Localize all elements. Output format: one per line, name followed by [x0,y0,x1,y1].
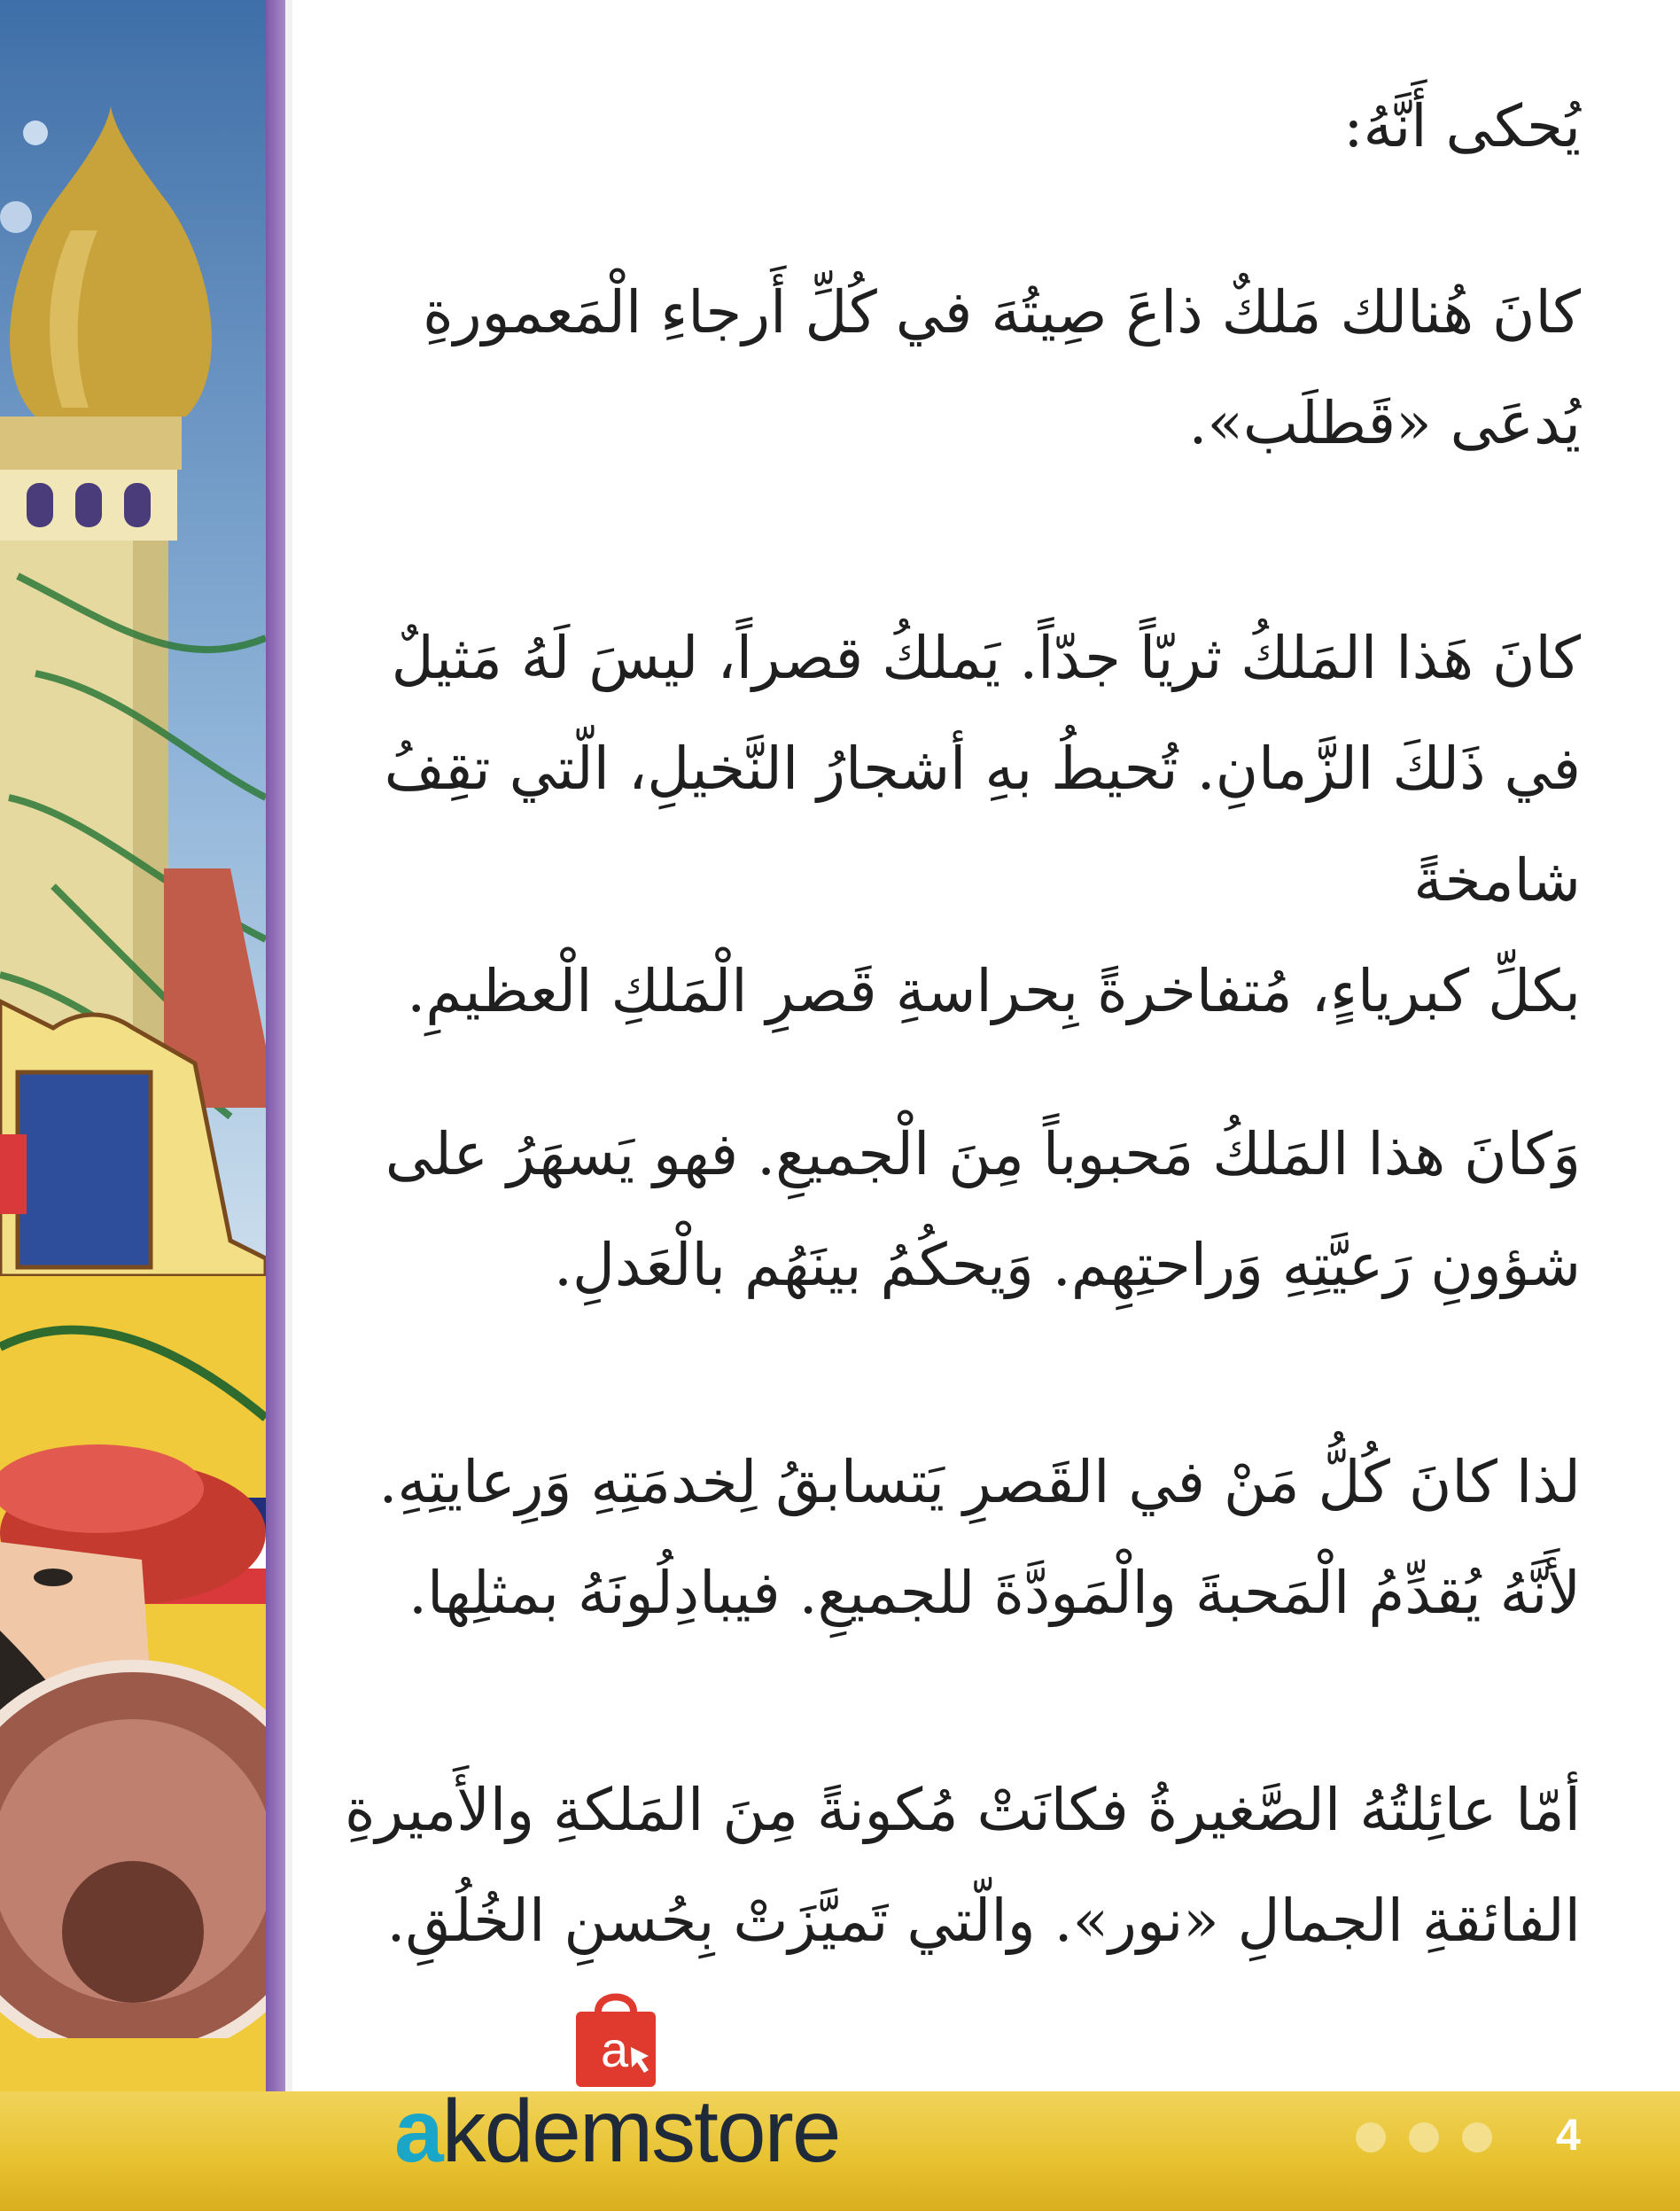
logo-letter: a [601,2021,629,2077]
paragraph-5 [278,1427,1581,1649]
page-number: 4 [1556,2110,1581,2160]
paragraph-6 [278,1755,1581,1977]
palace-illustration [0,0,276,2091]
paragraph-3 [287,603,1581,1047]
text-line: لأَنَّهُ يُقدِّمُ الْمَحبةَ والْمَودَّةَ للجميعِ. فيبادِلُونَهُ بمثلِها. [408,1559,1581,1628]
dot-decoration [1462,2122,1492,2153]
logo-name: kdemstore [441,2082,840,2181]
dot-decoration [1409,2122,1439,2153]
text-line: وَكانَ هذا المَلكُ مَحبوباً مِنَ الْجميعِ. فهو يَسهَرُ على [385,1120,1581,1188]
text-line: أمّا عائِلتُهُ الصَّغيرةُ فكانَتْ مُكونةً مِنَ المَلكةِ والأَميرةِ [344,1776,1581,1844]
text-line: كانَ هَذا المَلكُ ثريّاً جدّاً. يَملكُ قصراً، ليسَ لَهُ مَثيلٌ [391,624,1581,692]
text-line: الفائقةِ الجمالِ «نور». والّتي تَميَّزَتْ بِحُسنِ الخُلُقِ. [386,1887,1581,1956]
text-line: كانَ هُنالك مَلكٌ ذاعَ صِيتُهَ في كُلِّ أَرجاءِ الْمَعمورةِ [423,278,1581,346]
story-text [301,35,1648,2065]
shopping-bag-logo-icon [567,1985,665,2091]
story-illustration [0,0,276,2091]
paragraph-1 [1343,71,1581,182]
dot-decoration [1356,2122,1386,2153]
store-logo[interactable] [394,2082,840,2181]
paragraph-4 [278,1099,1581,1321]
logo-accent: a [394,2082,442,2181]
text-line: يُحكى أَنَّهُ: [1343,92,1581,160]
footer-dots [1356,2122,1492,2153]
paragraph-2 [296,257,1581,479]
text-line: شؤونِ رَعيَّتِهِ وَراحتِهِم. وَيحكُمُ بينَهُم بالْعَدلِ. [554,1231,1581,1300]
text-line: في ذَلكَ الزَّمانِ. تُحيطُ بهِ أشجارُ النَّخيلِ، الّتي تقِفُ شامخةً [384,735,1581,915]
text-line: يُدعَى «قَطلَب». [1188,389,1581,458]
text-line: لذا كانَ كُلُّ مَنْ في القَصرِ يَتسابقُ لِخدمَتِهِ وَرِعايتِهِ. [378,1448,1581,1516]
text-line: بكلِّ كبرياءٍ، مُتفاخرةً بِحراسةِ قَصرِ الْمَلكِ الْعظيمِ. [407,957,1581,1026]
